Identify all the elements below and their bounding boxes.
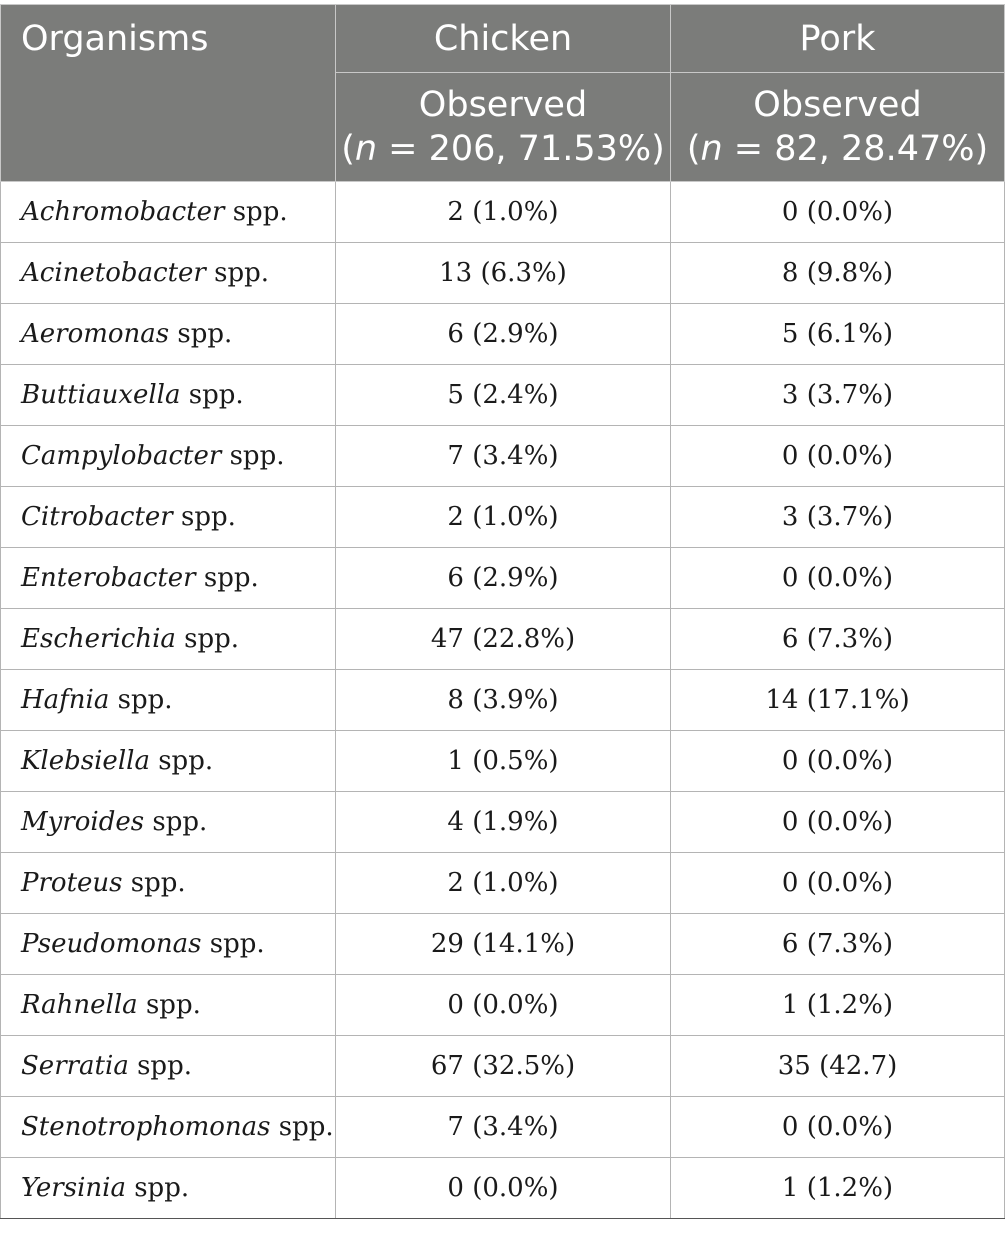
organism-cell bbox=[1, 1158, 336, 1219]
chicken-value-cell: 29 (14.1%) bbox=[336, 914, 671, 975]
organism-genus: Yersinia bbox=[21, 1173, 126, 1203]
pork-value-cell: 0 (0.0%) bbox=[671, 426, 1005, 487]
pork-value-cell: 0 (0.0%) bbox=[671, 731, 1005, 792]
table-header bbox=[1, 5, 1005, 182]
organism-suffix: spp. bbox=[128, 1051, 192, 1081]
organism-genus: Myroides bbox=[21, 807, 145, 837]
organism-suffix: spp. bbox=[169, 319, 233, 349]
table-row bbox=[1, 548, 1005, 609]
pork-value-cell: 3 (3.7%) bbox=[671, 487, 1005, 548]
pork-value-cell: 0 (0.0%) bbox=[671, 853, 1005, 914]
organism-genus: Stenotrophomonas bbox=[21, 1112, 271, 1142]
chicken-value-cell: 0 (0.0%) bbox=[336, 1158, 671, 1219]
organism-cell bbox=[1, 548, 336, 609]
organism-cell bbox=[1, 365, 336, 426]
table-row bbox=[1, 975, 1005, 1036]
organism-suffix: spp. bbox=[137, 990, 201, 1020]
organism-cell bbox=[1, 609, 336, 670]
chicken-n-symbol: n bbox=[354, 129, 378, 169]
table-row bbox=[1, 182, 1005, 243]
organism-cell bbox=[1, 182, 336, 243]
pork-value-cell: 14 (17.1%) bbox=[671, 670, 1005, 731]
organism-suffix: spp. bbox=[122, 868, 186, 898]
chicken-value-cell: 4 (1.9%) bbox=[336, 792, 671, 853]
chicken-observed-label: Observed bbox=[418, 85, 588, 125]
organism-cell bbox=[1, 304, 336, 365]
chicken-value-cell: 2 (1.0%) bbox=[336, 487, 671, 548]
chicken-value-cell: 2 (1.0%) bbox=[336, 182, 671, 243]
table-row bbox=[1, 1097, 1005, 1158]
table-body bbox=[1, 182, 1005, 1219]
table-row bbox=[1, 1036, 1005, 1097]
organism-genus: Buttiauxella bbox=[21, 380, 181, 410]
organism-genus: Hafnia bbox=[21, 685, 110, 715]
organism-suffix: spp. bbox=[221, 441, 285, 471]
organism-cell bbox=[1, 243, 336, 304]
organism-cell bbox=[1, 670, 336, 731]
organism-genus: Aeromonas bbox=[21, 319, 170, 349]
pork-value-cell: 0 (0.0%) bbox=[671, 182, 1005, 243]
table-row bbox=[1, 731, 1005, 792]
organism-genus: Escherichia bbox=[21, 624, 176, 654]
column-header-pork: Pork bbox=[671, 5, 1005, 73]
chicken-value-cell: 6 (2.9%) bbox=[336, 548, 671, 609]
organism-genus: Enterobacter bbox=[21, 563, 196, 593]
pork-value-cell: 0 (0.0%) bbox=[671, 1097, 1005, 1158]
chicken-value-cell: 7 (3.4%) bbox=[336, 1097, 671, 1158]
chicken-value-cell: 8 (3.9%) bbox=[336, 670, 671, 731]
table-row bbox=[1, 853, 1005, 914]
chicken-value-cell: 67 (32.5%) bbox=[336, 1036, 671, 1097]
organism-cell bbox=[1, 426, 336, 487]
pork-n-line: (n = 82, 28.47%) bbox=[686, 129, 989, 169]
pork-value-cell: 3 (3.7%) bbox=[671, 365, 1005, 426]
subheader-pork-observed bbox=[671, 73, 1005, 182]
header-row-top bbox=[1, 5, 1005, 73]
pork-value-cell: 1 (1.2%) bbox=[671, 1158, 1005, 1219]
organism-genus: Serratia bbox=[21, 1051, 129, 1081]
chicken-value-cell: 2 (1.0%) bbox=[336, 853, 671, 914]
organism-genus: Achromobacter bbox=[21, 197, 225, 227]
organism-suffix: spp. bbox=[125, 1173, 190, 1203]
organism-cell bbox=[1, 975, 336, 1036]
pork-value-cell: 0 (0.0%) bbox=[671, 548, 1005, 609]
organisms-table-container bbox=[0, 4, 1005, 1219]
table-row bbox=[1, 670, 1005, 731]
pork-value-cell: 8 (9.8%) bbox=[671, 243, 1005, 304]
organism-genus: Campylobacter bbox=[21, 441, 222, 471]
chicken-value-cell: 1 (0.5%) bbox=[336, 731, 671, 792]
organism-suffix: spp. bbox=[224, 197, 288, 227]
pork-value-cell: 6 (7.3%) bbox=[671, 609, 1005, 670]
table-row bbox=[1, 914, 1005, 975]
organism-suffix: spp. bbox=[180, 380, 244, 410]
chicken-n-line: (n = 206, 71.53%) bbox=[341, 129, 665, 169]
organism-genus: Rahnella bbox=[21, 990, 138, 1020]
organism-cell bbox=[1, 1097, 336, 1158]
table-row bbox=[1, 792, 1005, 853]
pork-n-symbol: n bbox=[700, 129, 723, 169]
chicken-value-cell: 0 (0.0%) bbox=[336, 975, 671, 1036]
organisms-table bbox=[0, 4, 1005, 1219]
organism-suffix: spp. bbox=[195, 563, 259, 593]
pork-n-value: = 82, 28.47%) bbox=[722, 129, 989, 169]
chicken-value-cell: 47 (22.8%) bbox=[336, 609, 671, 670]
chicken-value-cell: 6 (2.9%) bbox=[336, 304, 671, 365]
pork-value-cell: 6 (7.3%) bbox=[671, 914, 1005, 975]
table-row bbox=[1, 609, 1005, 670]
chicken-value-cell: 13 (6.3%) bbox=[336, 243, 671, 304]
organism-suffix: spp. bbox=[201, 929, 265, 959]
organism-genus: Klebsiella bbox=[21, 746, 150, 776]
organism-suffix: spp. bbox=[175, 624, 240, 654]
organism-cell bbox=[1, 731, 336, 792]
organism-genus: Proteus bbox=[21, 868, 123, 898]
table-row bbox=[1, 243, 1005, 304]
pork-value-cell: 5 (6.1%) bbox=[671, 304, 1005, 365]
table-row bbox=[1, 365, 1005, 426]
organism-suffix: spp. bbox=[172, 502, 236, 532]
organism-suffix: spp. bbox=[109, 685, 173, 715]
pork-value-cell: 35 (42.7) bbox=[671, 1036, 1005, 1097]
column-header-chicken: Chicken bbox=[336, 5, 671, 73]
organism-cell bbox=[1, 853, 336, 914]
organism-genus: Pseudomonas bbox=[21, 929, 202, 959]
organism-genus: Acinetobacter bbox=[21, 258, 206, 288]
table-row bbox=[1, 487, 1005, 548]
table-row bbox=[1, 304, 1005, 365]
table-row bbox=[1, 426, 1005, 487]
organism-cell bbox=[1, 792, 336, 853]
organism-suffix: spp. bbox=[149, 746, 214, 776]
organism-suffix: spp. bbox=[205, 258, 270, 288]
pork-value-cell: 0 (0.0%) bbox=[671, 792, 1005, 853]
organism-suffix: spp. bbox=[144, 807, 208, 837]
column-header-organisms: Organisms bbox=[1, 5, 336, 182]
organism-genus: Citrobacter bbox=[21, 502, 173, 532]
chicken-n-value: = 206, 71.53%) bbox=[377, 129, 665, 169]
chicken-value-cell: 7 (3.4%) bbox=[336, 426, 671, 487]
organism-cell bbox=[1, 1036, 336, 1097]
organism-suffix: spp. bbox=[270, 1112, 334, 1142]
pork-value-cell: 1 (1.2%) bbox=[671, 975, 1005, 1036]
pork-observed-label: Observed bbox=[753, 85, 922, 125]
chicken-value-cell: 5 (2.4%) bbox=[336, 365, 671, 426]
subheader-chicken-observed bbox=[336, 73, 671, 182]
table-row bbox=[1, 1158, 1005, 1219]
organism-cell bbox=[1, 914, 336, 975]
organism-cell bbox=[1, 487, 336, 548]
